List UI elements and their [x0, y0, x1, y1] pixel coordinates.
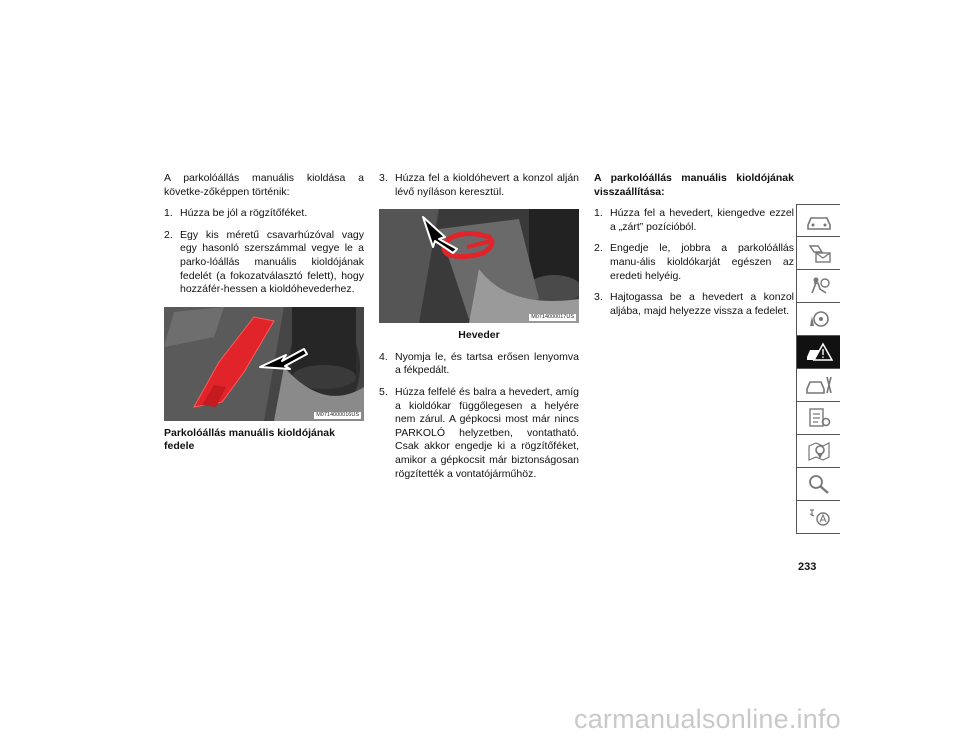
cover-photo	[164, 307, 364, 421]
step-text: Engedje le, jobbra a parkolóállás manu-ális kioldókarját egészen az eredeti helyéig.	[610, 242, 794, 282]
tab-language[interactable]	[796, 501, 840, 534]
car-front-icon	[804, 210, 834, 232]
step-text: Húzza fel a hevedert, kiengedve ezzel a „zárt” pozícióból.	[610, 207, 794, 233]
list-item	[379, 386, 579, 481]
tab-checklist-gear[interactable]	[796, 402, 840, 435]
step-text: Húzza felfelé és balra a hevedert, amíg a kioldókar függőlegesen a helyére nem zárul. A gépkocsi most már nincs PARKOLÓ helyzetben, vontatható. Csak akkor engedje ki a rögzítőféket, amikor a gépkocsit már biztonságosan rögzítették a vontatójárműhöz.	[395, 385, 579, 480]
step-text: Egy kis méretű csavarhúzóval vagy egy hasonló szerszámmal vegye le a parko-lóállás manuális kioldójának fedelét (a fokozatválasztó felett), hogy hozzáfér-hessen a kioldóhevederhez.	[180, 228, 364, 296]
step-number: 2.	[594, 242, 603, 255]
column-1	[164, 172, 364, 454]
tab-steering-wheel[interactable]	[796, 303, 840, 336]
strap-photo-illustration	[379, 209, 579, 323]
list-item	[594, 291, 794, 318]
tab-car-warning[interactable]	[796, 336, 840, 369]
step-number: 5.	[379, 385, 388, 398]
step-number: 3.	[379, 172, 388, 184]
column-3	[594, 172, 794, 326]
watermark: carmanualsonline.info	[574, 704, 841, 734]
tab-car-tools[interactable]	[796, 369, 840, 402]
step-number: 1.	[594, 207, 603, 220]
language-icon	[804, 506, 834, 528]
list-item	[379, 351, 579, 378]
strap-photo	[379, 209, 579, 323]
step-number: 4.	[379, 350, 388, 363]
car-warning-icon	[804, 341, 834, 363]
step-number: 3.	[594, 291, 603, 304]
search-icon	[804, 473, 834, 495]
airbag-person-icon	[804, 275, 834, 297]
step-text: Hajtogassa be a hevedert a konzol aljába, majd helyezze vissza a fedelet.	[610, 291, 794, 317]
list-item	[594, 207, 794, 234]
step-number: 1.	[164, 207, 173, 220]
chapter-tabs	[796, 204, 840, 534]
warning-mail-icon	[804, 242, 834, 264]
step-text: Nyomja le, és tartsa erősen lenyomva a fékpedált.	[395, 350, 579, 377]
image-code: M0714000016US	[316, 411, 359, 418]
list-item	[164, 229, 364, 297]
cover-photo-illustration	[164, 307, 364, 421]
checklist-gear-icon	[804, 407, 834, 429]
tab-search[interactable]	[796, 468, 840, 501]
intro-text: A parkolóállás manuális kioldása a követke-zőképpen történik:	[164, 172, 364, 198]
image-code: M0714000017US	[531, 314, 574, 321]
list-item	[164, 207, 364, 221]
tab-car-front[interactable]	[796, 204, 840, 237]
step-text: Húzza be jól a rögzítőféket.	[180, 207, 308, 220]
car-tools-icon	[804, 374, 834, 396]
tab-map-pin[interactable]	[796, 435, 840, 468]
step-text: Húzza fel a kioldóhevert a konzol alján lévő nyíláson keresztül.	[395, 172, 579, 198]
list-item	[594, 242, 794, 283]
page-number: 233	[798, 561, 817, 573]
map-pin-icon	[804, 440, 834, 462]
step-number: 2.	[164, 228, 173, 241]
figure-caption: Parkolóállás manuális kioldójának fedele	[164, 426, 335, 453]
tab-warning-mail[interactable]	[796, 237, 840, 270]
tab-airbag-person[interactable]	[796, 270, 840, 303]
steering-wheel-icon	[804, 308, 834, 330]
figure-caption: Heveder	[458, 329, 500, 342]
column-2	[379, 172, 579, 489]
list-item	[379, 172, 579, 199]
section-heading: A parkolóállás manuális kioldójának visszaállítása:	[594, 172, 794, 198]
